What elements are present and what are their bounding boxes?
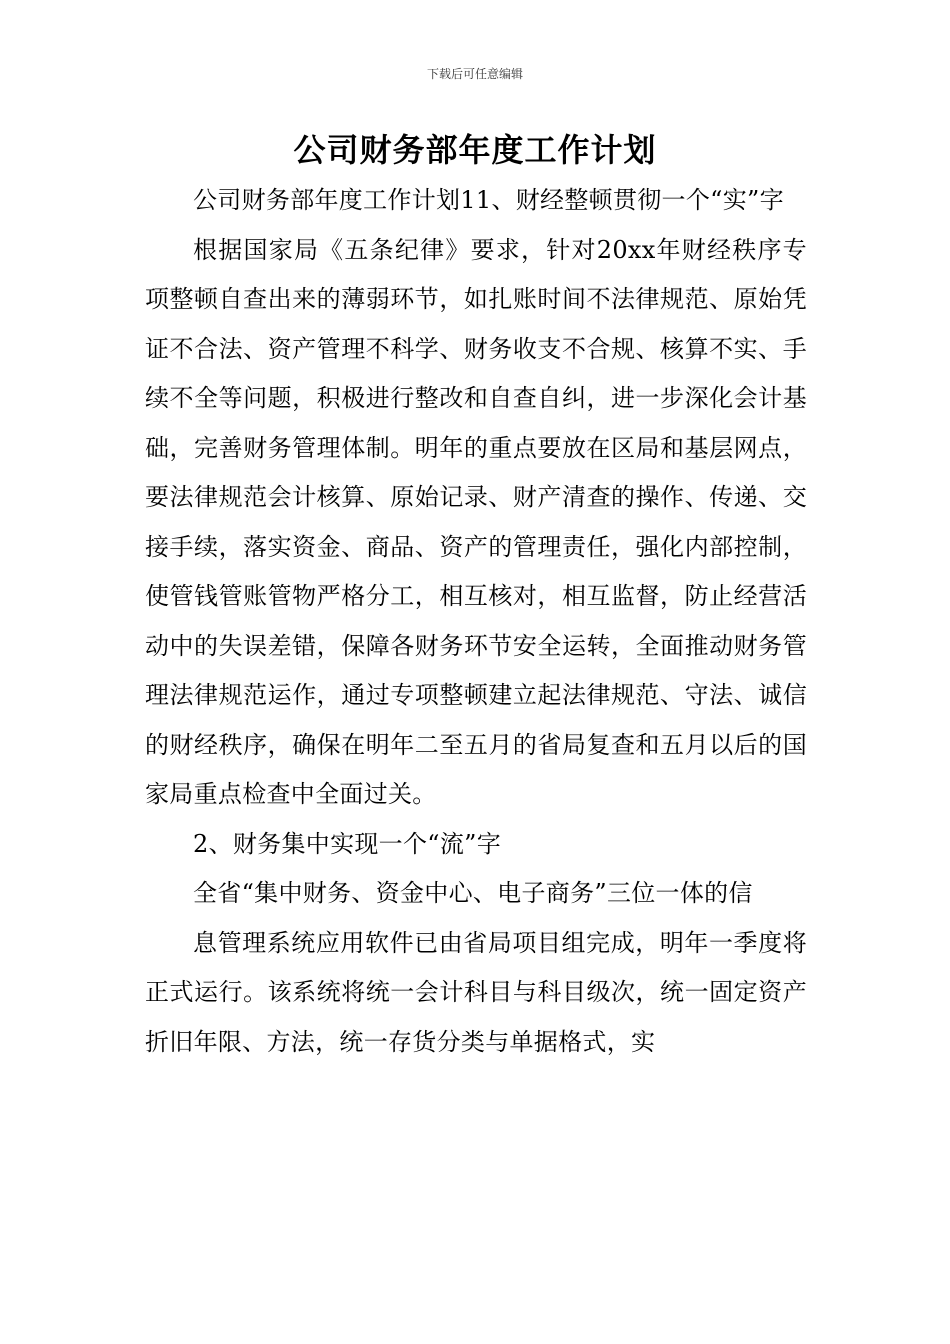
- header-note: 下载后可任意编辑: [426, 67, 523, 81]
- paragraph-finance-rectification: 根据国家局《五条纪律》要求，针对20xx年财经秩序专项整顿自查出来的薄弱环节，如扎账时间不法律规范、原始凭证不合法、资产管理不科学、财务收支不合规、核算不实、手续不全等问题，积极进行整改和自查自纠，进一步深化会计基础，完善财务管理体制。明年的重点要放在区局和基层网点，要法律规范会计核算、原始记录、财产清查的操作、传递、交接手续，落实资金、商品、资产的管理责任，强化内部控制，使管钱管账管物严格分工，相互核对，相互监督，防止经营活动中的失误差错，保障各财务环节安全运转，全面推动财务管理法律规范运作，通过专项整顿建立起法律规范、守法、诚信的财经秩序，确保在明年二至五月的省局复查和五月以后的国家局重点检查中全面过关。: [145, 235, 807, 808]
- paragraph-three-in-one: 全省“集中财务、资金中心、电子商务”三位一体的信: [193, 879, 753, 907]
- document-title: 公司财务部年度工作计划: [293, 131, 657, 169]
- paragraph-section-2-heading: 2、财务集中实现一个“流”字: [193, 829, 502, 858]
- paragraph-info-system: 息管理系统应用软件已由省局项目组完成，明年一季度将正式运行。该系统将统一会计科目与科目级次，统一固定资产折旧年限、方法，统一存货分类与单据格式，实: [145, 928, 807, 1056]
- document-body: [145, 176, 807, 1067]
- paragraph-intro: 公司财务部年度工作计划11、财经整顿贯彻一个“实”字: [193, 186, 784, 214]
